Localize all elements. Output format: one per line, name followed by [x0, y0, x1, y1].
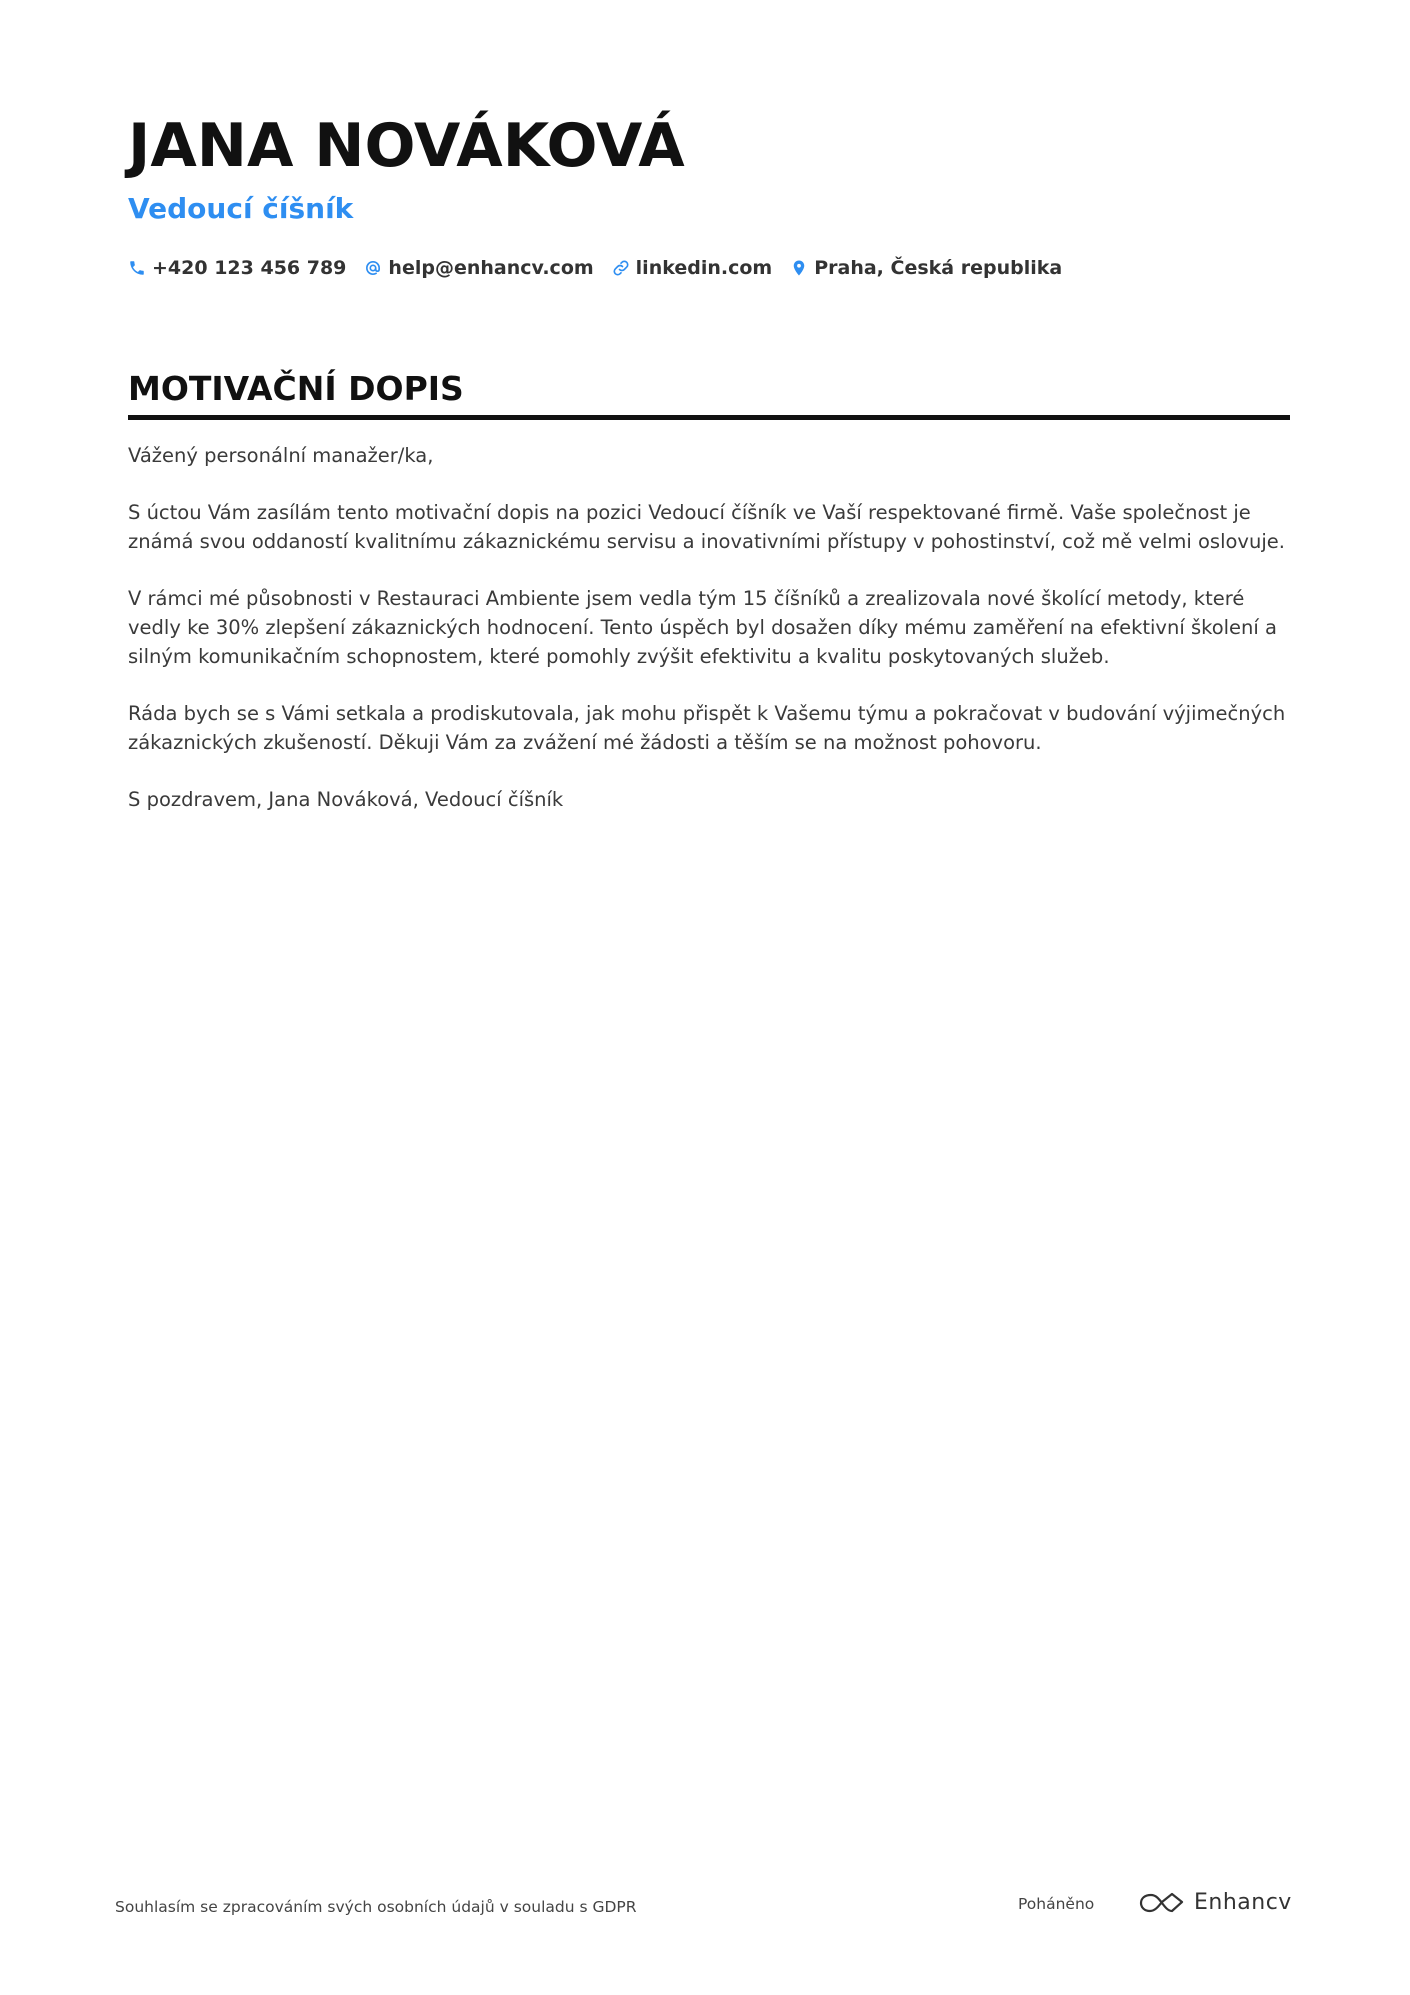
location-pin-icon — [790, 259, 808, 277]
enhancv-brand-name: Enhancv — [1194, 1890, 1292, 1915]
gdpr-consent-text: Souhlasím se zpracováním svých osobních údajů v souladu s GDPR — [115, 1898, 637, 1916]
powered-by-label: Poháněno — [1018, 1895, 1095, 1913]
link-icon — [612, 259, 630, 277]
applicant-name: JANA NOVÁKOVÁ — [128, 111, 685, 181]
section-header — [128, 367, 1290, 420]
linkedin-text: linkedin.com — [635, 257, 773, 279]
letter-greeting: Vážený personální manažer/ka, — [128, 444, 434, 467]
letter-closing: S pozdravem, Jana Nováková, Vedoucí číšník — [128, 788, 564, 811]
letter-paragraph: Ráda bych se s Vámi setkala a prodiskutovala, jak mohu přispět k Vašemu týmu a pokračovat v budování výjimečných zákaznických zkušeností. Děkuji Vám za zvážení mé žádosti a těším se na možnost pohovoru. — [128, 702, 1286, 754]
enhancv-brand[interactable] — [1138, 1888, 1292, 1918]
phone-icon — [128, 259, 146, 277]
letter-body — [128, 441, 1290, 842]
section-title: MOTIVAČNÍ DOPIS — [128, 369, 464, 408]
letter-paragraph: V rámci mé působnosti v Restauraci Ambiente jsem vedla tým 15 číšníků a zrealizovala nové školící metody, které vedly ke 30% zlepšení zákaznických hodnocení. Tento úspěch byl dosažen díky mému zaměření na efektivní školení a silným komunikačním schopnostem, které pomohly zvýšit efektivitu a kvalitu poskytovaných služeb. — [128, 587, 1277, 668]
applicant-job-title: Vedoucí číšník — [128, 192, 354, 225]
letter-paragraph: S úctou Vám zasílám tento motivační dopis na pozici Vedoucí číšník ve Vaší respektované firmě. Vaše společnost je známá svou oddaností kvalitnímu zákaznickému servisu a inovativními přístupy v pohostinství, což mě velmi oslovuje. — [128, 501, 1285, 553]
contact-phone[interactable] — [128, 254, 346, 282]
contact-linkedin[interactable] — [612, 254, 773, 282]
location-text: Praha, Česká republika — [814, 257, 1063, 279]
enhancv-logo-icon — [1138, 1890, 1186, 1916]
phone-text: +420 123 456 789 — [152, 257, 347, 279]
contact-bar — [128, 253, 1080, 283]
contact-email[interactable] — [364, 254, 593, 282]
at-icon — [364, 259, 382, 277]
email-text: help@enhancv.com — [388, 257, 594, 279]
contact-location — [790, 254, 1062, 282]
